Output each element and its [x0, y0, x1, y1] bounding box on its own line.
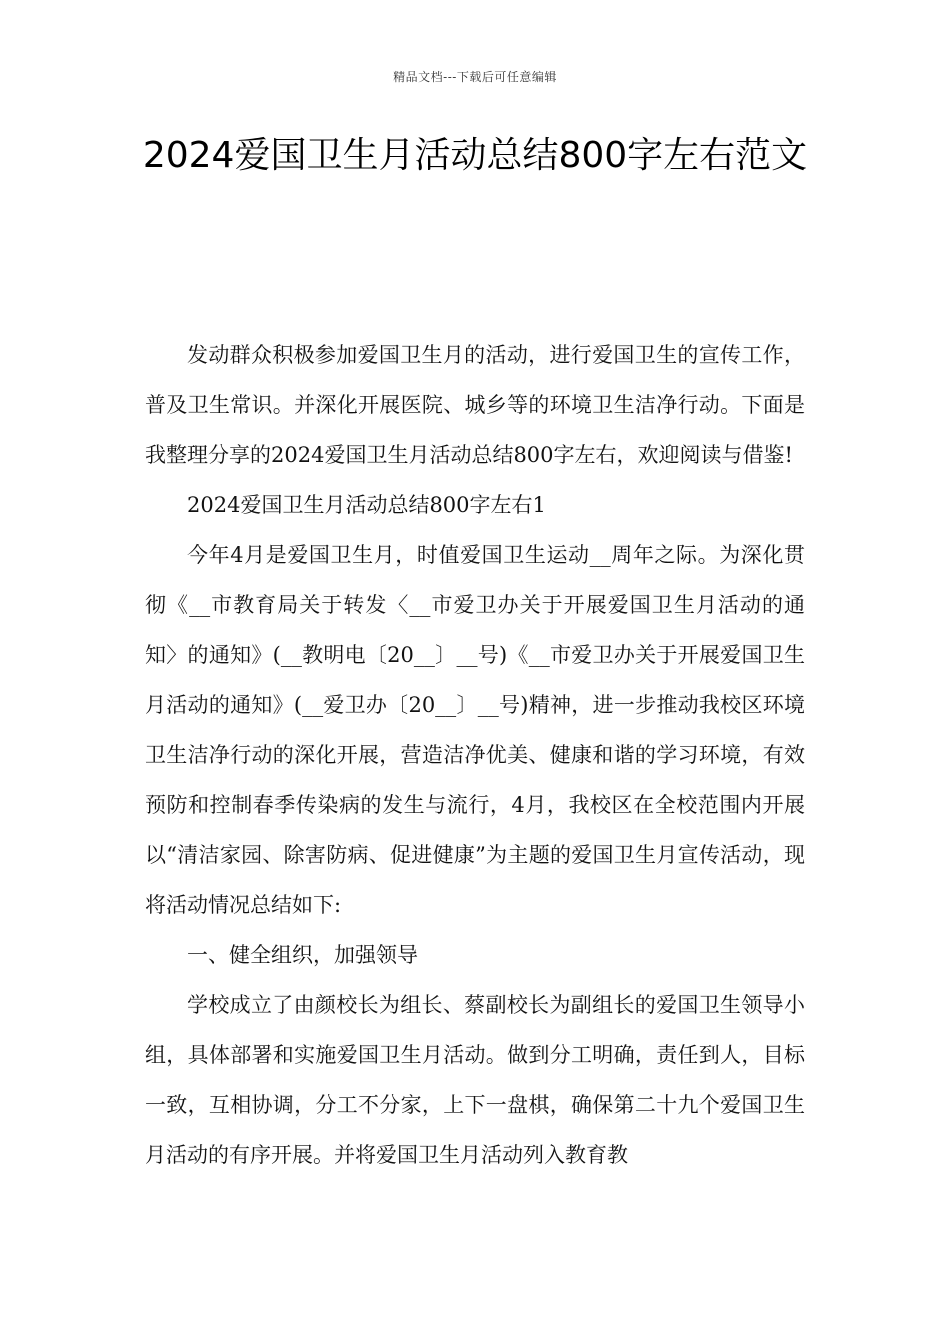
subsection-heading: 一、健全组织，加强领导 — [187, 943, 418, 967]
document-title: 2024爱国卫生月活动总结800字左右范文 — [142, 135, 808, 176]
section-heading: 2024爱国卫生月活动总结800字左右1 — [187, 493, 546, 517]
body-paragraph: 学校成立了由颜校长为组长、蔡副校长为副组长的爱国卫生领导小组，具体部署和实施爱国卫生月活动。做到分工明确，责任到人，目标一致，互相协调，分工不分家，上下一盘棋，确保第二十九个爱国卫生月活动的有序开展。并将爱国卫生月活动列入教育教 — [145, 993, 805, 1167]
header-note: 精品文档---下载后可任意编辑 — [393, 70, 557, 84]
body-paragraph: 今年4月是爱国卫生月，时值爱国卫生运动__周年之际。为深化贯彻《__市教育局关于转发〈__市爱卫办关于开展爱国卫生月活动的通知〉的通知》(__教明电〔20__〕__号)《__市爱卫办关于开展爱国卫生月活动的通知》(__爱卫办〔20__〕__号)精神，进一步推动我校区环境卫生洁净行动的深化开展，营造洁净优美、健康和谐的学习环境，有效预防和控制春季传染病的发生与流行，4月，我校区在全校范围内开展以“清洁家园、除害防病、促进健康”为主题的爱国卫生月宣传活动，现将活动情况总结如下: — [145, 543, 805, 917]
document-body — [145, 330, 805, 1180]
intro-paragraph: 发动群众积极参加爱国卫生月的活动，进行爱国卫生的宣传工作，普及卫生常识。并深化开展医院、城乡等的环境卫生洁净行动。下面是我整理分享的2024爱国卫生月活动总结800字左右，欢迎阅读与借鉴! — [145, 343, 805, 467]
